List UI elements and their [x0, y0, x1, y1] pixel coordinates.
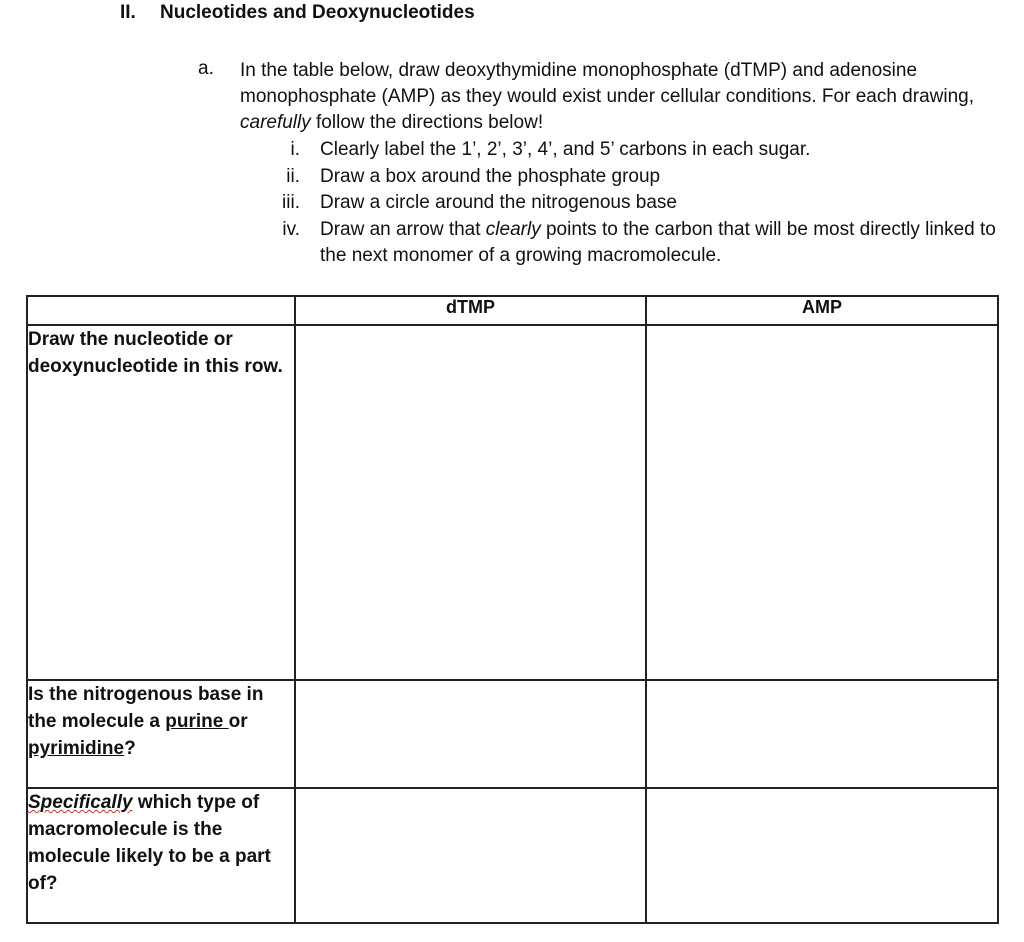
table-header-row: [27, 296, 998, 325]
direction-text-part: Draw an arrow that: [320, 218, 486, 240]
row-label-macromolecule: [27, 788, 295, 923]
direction-text: Draw a circle around the nitrogenous base: [320, 192, 677, 213]
purine-term: purine: [165, 711, 229, 732]
row-label-text: which type of macromolecule is the molecule likely to be a part of?: [28, 792, 271, 894]
direction-text: Draw a box around the phosphate group: [320, 165, 661, 187]
amp-base-type-cell[interactable]: [646, 680, 998, 788]
direction-item: [260, 190, 1000, 217]
question-intro-tail: follow the directions below!: [310, 112, 544, 133]
direction-text: [320, 217, 1000, 270]
question-intro-emphasis: carefully: [240, 112, 311, 133]
row-label-base-type: [27, 680, 295, 788]
table-row-macromolecule: [27, 788, 998, 923]
table-row-drawing: [27, 325, 998, 680]
section-number: II.: [120, 2, 136, 23]
direction-text: Clearly label the 1’, 2’, 3’, 4’, and 5’ carbons in each sugar.: [320, 139, 811, 160]
header-dtmp: dTMP: [295, 296, 646, 325]
section-heading: [120, 2, 475, 24]
header-amp: AMP: [646, 296, 998, 325]
header-blank-cell: [27, 296, 295, 325]
direction-number: iii.: [282, 192, 300, 213]
direction-text-part: points to the carbon that will be most directly linked to the next monomer of a growing macromolecule.: [320, 218, 996, 266]
row-label-text: ?: [124, 738, 136, 759]
table-row-base-type: [27, 680, 998, 788]
row-label-text: Is the nitrogenous base in the molecule a: [28, 684, 264, 732]
amp-macromolecule-cell[interactable]: [646, 788, 998, 923]
direction-number: iv.: [282, 218, 300, 240]
dtmp-drawing-cell[interactable]: [295, 325, 646, 680]
row-label-drawing: Draw the nucleotide or deoxynucleotide in this row.: [27, 325, 295, 680]
directions-list: [260, 137, 1000, 270]
direction-item: [260, 164, 1000, 191]
amp-drawing-cell[interactable]: [646, 325, 998, 680]
section-title: Nucleotides and Deoxynucleotides: [160, 2, 475, 23]
row-label-text: or: [228, 711, 248, 732]
dtmp-macromolecule-cell[interactable]: [295, 788, 646, 923]
answer-table: [26, 295, 999, 924]
direction-item: [260, 217, 1000, 270]
question-intro-text: In the table below, draw deoxythymidine monophosphate (dTMP) and adenosine monophosphate (AMP) as they would exist under cellular conditions. For each drawing,: [240, 60, 974, 107]
pyrimidine-term: pyrimidine: [28, 738, 125, 759]
direction-item: [260, 137, 1000, 164]
question-intro: [240, 58, 1000, 136]
question-letter: a.: [198, 58, 214, 79]
direction-number: ii.: [286, 165, 300, 187]
specifically-term: Specifically: [28, 792, 133, 813]
direction-number: i.: [290, 139, 300, 160]
direction-text-emphasis: clearly: [485, 218, 541, 240]
dtmp-base-type-cell[interactable]: [295, 680, 646, 788]
